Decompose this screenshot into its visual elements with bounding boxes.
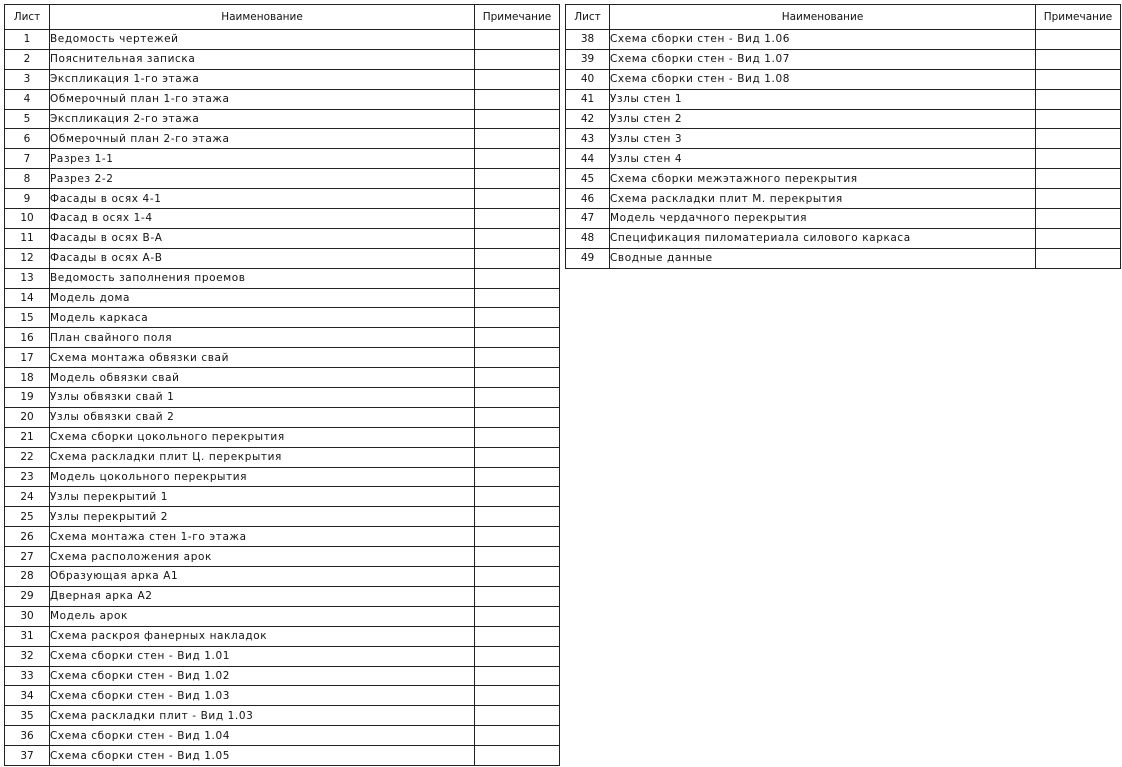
- sheet-number-cell: 17: [5, 348, 50, 368]
- sheet-note-cell: [475, 248, 560, 268]
- sheet-number-cell: 44: [566, 149, 610, 169]
- sheet-number-cell: 6: [5, 129, 50, 149]
- table-row: [5, 666, 560, 686]
- sheet-note-cell: [475, 109, 560, 129]
- sheet-number-cell: 5: [5, 109, 50, 129]
- sheet-note-cell: [475, 686, 560, 706]
- table-row: [5, 487, 560, 507]
- table-row: [5, 567, 560, 587]
- table-row: [566, 248, 1121, 268]
- sheet-name-cell: Модель обвязки свай: [50, 368, 475, 388]
- table-row: [5, 348, 560, 368]
- sheet-name-cell: Модель чердачного перекрытия: [610, 209, 1036, 229]
- sheet-note-cell: [1036, 209, 1121, 229]
- sheet-name-cell: Разрез 2-2: [50, 169, 475, 189]
- sheet-name-cell: Схема раскладки плит - Вид 1.03: [50, 706, 475, 726]
- sheet-note-cell: [1036, 248, 1121, 268]
- sheet-number-cell: 46: [566, 189, 610, 209]
- sheet-number-cell: 15: [5, 308, 50, 328]
- sheet-number-cell: 14: [5, 288, 50, 308]
- table-row: [5, 209, 560, 229]
- sheet-note-cell: [475, 169, 560, 189]
- sheet-note-cell: [475, 288, 560, 308]
- sheet-name-cell: Обмерочный план 2-го этажа: [50, 129, 475, 149]
- sheet-name-cell: Дверная арка А2: [50, 586, 475, 606]
- table-row: [5, 189, 560, 209]
- sheet-number-cell: 13: [5, 268, 50, 288]
- sheet-number-cell: 10: [5, 209, 50, 229]
- table-row: [5, 30, 560, 50]
- table-row: [566, 169, 1121, 189]
- sheet-name-cell: Схема сборки стен - Вид 1.08: [610, 69, 1036, 89]
- sheet-note-cell: [475, 209, 560, 229]
- sheet-note-cell: [475, 467, 560, 487]
- sheet-name-cell: Узлы обвязки свай 1: [50, 388, 475, 408]
- sheet-number-cell: 20: [5, 407, 50, 427]
- sheet-name-cell: Схема расположения арок: [50, 547, 475, 567]
- sheet-name-cell: Схема сборки стен - Вид 1.01: [50, 646, 475, 666]
- sheet-name-cell: Схема сборки стен - Вид 1.07: [610, 49, 1036, 69]
- table-header-row: [566, 5, 1121, 30]
- sheet-note-cell: [475, 646, 560, 666]
- sheet-note-cell: [475, 228, 560, 248]
- table-body-left: [5, 30, 560, 766]
- sheet-name-cell: Схема раскроя фанерных накладок: [50, 626, 475, 646]
- sheet-name-cell: Спецификация пиломатериала силового каркаса: [610, 228, 1036, 248]
- table-row: [5, 527, 560, 547]
- sheet-number-cell: 48: [566, 228, 610, 248]
- sheet-number-cell: 30: [5, 606, 50, 626]
- sheet-name-cell: Ведомость чертежей: [50, 30, 475, 50]
- sheet-name-cell: Схема сборки стен - Вид 1.04: [50, 726, 475, 746]
- table-row: [5, 507, 560, 527]
- sheet-name-cell: Фасады в осях 4-1: [50, 189, 475, 209]
- sheet-number-cell: 21: [5, 427, 50, 447]
- sheet-note-cell: [475, 527, 560, 547]
- sheet-number-cell: 19: [5, 388, 50, 408]
- table-row: [5, 726, 560, 746]
- sheet-note-cell: [1036, 109, 1121, 129]
- sheet-number-cell: 29: [5, 586, 50, 606]
- table-row: [566, 109, 1121, 129]
- sheet-number-cell: 47: [566, 209, 610, 229]
- sheet-number-cell: 32: [5, 646, 50, 666]
- sheet-note-cell: [475, 407, 560, 427]
- sheet-note-cell: [475, 129, 560, 149]
- sheet-number-cell: 45: [566, 169, 610, 189]
- sheet-name-cell: Схема сборки стен - Вид 1.06: [610, 30, 1036, 50]
- sheet-name-cell: Модель арок: [50, 606, 475, 626]
- sheet-number-cell: 40: [566, 69, 610, 89]
- table-row: [5, 706, 560, 726]
- sheet-number-cell: 2: [5, 49, 50, 69]
- table-row: [5, 169, 560, 189]
- sheet-name-cell: Узлы стен 4: [610, 149, 1036, 169]
- sheet-note-cell: [475, 69, 560, 89]
- table-row: [566, 69, 1121, 89]
- table-row: [566, 49, 1121, 69]
- sheet-name-cell: Узлы стен 2: [610, 109, 1036, 129]
- sheet-name-cell: Разрез 1-1: [50, 149, 475, 169]
- sheet-number-cell: 4: [5, 89, 50, 109]
- table-row: [5, 89, 560, 109]
- sheet-number-cell: 39: [566, 49, 610, 69]
- sheet-note-cell: [475, 547, 560, 567]
- sheet-note-cell: [475, 368, 560, 388]
- table-row: [5, 268, 560, 288]
- table-row: [566, 228, 1121, 248]
- table-row: [5, 586, 560, 606]
- table-row: [566, 129, 1121, 149]
- sheet-note-cell: [475, 348, 560, 368]
- sheet-name-cell: Узлы перекрытий 2: [50, 507, 475, 527]
- table-row: [5, 109, 560, 129]
- sheet-number-cell: 37: [5, 746, 50, 766]
- table-row: [5, 149, 560, 169]
- sheet-number-cell: 34: [5, 686, 50, 706]
- sheet-name-cell: Обмерочный план 1-го этажа: [50, 89, 475, 109]
- table-row: [566, 30, 1121, 50]
- table-row: [5, 308, 560, 328]
- sheet-note-cell: [475, 567, 560, 587]
- sheet-name-cell: План свайного поля: [50, 328, 475, 348]
- sheet-number-cell: 1: [5, 30, 50, 50]
- sheet-name-cell: Ведомость заполнения проемов: [50, 268, 475, 288]
- drawing-list-table-left: [4, 4, 560, 766]
- sheet-note-cell: [1036, 189, 1121, 209]
- sheet-name-cell: Экспликация 2-го этажа: [50, 109, 475, 129]
- sheet-note-cell: [1036, 228, 1121, 248]
- sheet-number-cell: 38: [566, 30, 610, 50]
- sheet-number-cell: 3: [5, 69, 50, 89]
- table-header-row: [5, 5, 560, 30]
- column-header-sheet: Лист: [566, 5, 610, 30]
- sheet-note-cell: [475, 706, 560, 726]
- table-row: [5, 388, 560, 408]
- sheet-number-cell: 41: [566, 89, 610, 109]
- sheet-note-cell: [475, 30, 560, 50]
- sheet-number-cell: 8: [5, 169, 50, 189]
- column-header-name: Наименование: [610, 5, 1036, 30]
- table-body-right: [566, 30, 1121, 269]
- sheet-number-cell: 12: [5, 248, 50, 268]
- table-row: [5, 368, 560, 388]
- sheet-note-cell: [475, 89, 560, 109]
- sheet-number-cell: 43: [566, 129, 610, 149]
- sheet-number-cell: 42: [566, 109, 610, 129]
- sheet-note-cell: [475, 49, 560, 69]
- sheet-name-cell: Схема раскладки плит М. перекрытия: [610, 189, 1036, 209]
- table-row: [5, 467, 560, 487]
- sheet-number-cell: 33: [5, 666, 50, 686]
- table-row: [5, 407, 560, 427]
- sheet-note-cell: [475, 149, 560, 169]
- sheet-name-cell: Схема монтажа стен 1-го этажа: [50, 527, 475, 547]
- sheet-name-cell: Узлы перекрытий 1: [50, 487, 475, 507]
- sheet-note-cell: [475, 606, 560, 626]
- sheet-number-cell: 9: [5, 189, 50, 209]
- sheet-note-cell: [1036, 169, 1121, 189]
- sheet-number-cell: 23: [5, 467, 50, 487]
- table-row: [5, 248, 560, 268]
- column-header-name: Наименование: [50, 5, 475, 30]
- sheet-number-cell: 28: [5, 567, 50, 587]
- table-row: [5, 626, 560, 646]
- table-row: [5, 69, 560, 89]
- sheet-name-cell: Экспликация 1-го этажа: [50, 69, 475, 89]
- table-row: [5, 228, 560, 248]
- table-row: [5, 328, 560, 348]
- sheet-name-cell: Схема монтажа обвязки свай: [50, 348, 475, 368]
- sheet-note-cell: [1036, 89, 1121, 109]
- sheet-note-cell: [1036, 69, 1121, 89]
- table-row: [5, 427, 560, 447]
- sheet-note-cell: [1036, 30, 1121, 50]
- sheet-number-cell: 22: [5, 447, 50, 467]
- table-row: [5, 547, 560, 567]
- sheet-name-cell: Схема сборки цокольного перекрытия: [50, 427, 475, 447]
- sheet-note-cell: [475, 507, 560, 527]
- sheet-note-cell: [475, 189, 560, 209]
- sheet-number-cell: 16: [5, 328, 50, 348]
- sheet-note-cell: [1036, 149, 1121, 169]
- sheet-name-cell: Узлы стен 3: [610, 129, 1036, 149]
- sheet-name-cell: Образующая арка А1: [50, 567, 475, 587]
- sheet-name-cell: Схема сборки стен - Вид 1.03: [50, 686, 475, 706]
- sheet-note-cell: [1036, 49, 1121, 69]
- table-row: [5, 288, 560, 308]
- sheet-name-cell: Пояснительная записка: [50, 49, 475, 69]
- sheet-note-cell: [475, 487, 560, 507]
- sheet-note-cell: [475, 586, 560, 606]
- sheet-note-cell: [1036, 129, 1121, 149]
- sheet-number-cell: 25: [5, 507, 50, 527]
- table-row: [5, 447, 560, 467]
- table-row: [5, 606, 560, 626]
- sheet-number-cell: 18: [5, 368, 50, 388]
- sheet-number-cell: 11: [5, 228, 50, 248]
- sheet-name-cell: Узлы стен 1: [610, 89, 1036, 109]
- sheet-name-cell: Схема раскладки плит Ц. перекрытия: [50, 447, 475, 467]
- sheet-number-cell: 31: [5, 626, 50, 646]
- sheet-name-cell: Схема сборки стен - Вид 1.05: [50, 746, 475, 766]
- sheet-note-cell: [475, 447, 560, 467]
- sheet-name-cell: Модель цокольного перекрытия: [50, 467, 475, 487]
- sheet-name-cell: Схема сборки стен - Вид 1.02: [50, 666, 475, 686]
- column-header-note: Примечание: [475, 5, 560, 30]
- sheet-note-cell: [475, 308, 560, 328]
- drawing-list-table-right: [565, 4, 1121, 269]
- table-row: [566, 209, 1121, 229]
- sheet-name-cell: Фасады в осях В-А: [50, 228, 475, 248]
- sheet-name-cell: Модель каркаса: [50, 308, 475, 328]
- sheet-number-cell: 49: [566, 248, 610, 268]
- sheet-number-cell: 35: [5, 706, 50, 726]
- sheet-name-cell: Узлы обвязки свай 2: [50, 407, 475, 427]
- sheet-name-cell: Сводные данные: [610, 248, 1036, 268]
- sheet-note-cell: [475, 746, 560, 766]
- sheet-number-cell: 7: [5, 149, 50, 169]
- sheet-note-cell: [475, 427, 560, 447]
- table-row: [5, 646, 560, 666]
- sheet-note-cell: [475, 328, 560, 348]
- sheet-note-cell: [475, 666, 560, 686]
- sheet-number-cell: 27: [5, 547, 50, 567]
- table-row: [566, 189, 1121, 209]
- sheet-note-cell: [475, 268, 560, 288]
- table-row: [5, 686, 560, 706]
- sheet-number-cell: 36: [5, 726, 50, 746]
- sheet-note-cell: [475, 626, 560, 646]
- column-header-note: Примечание: [1036, 5, 1121, 30]
- sheet-note-cell: [475, 726, 560, 746]
- table-row: [566, 89, 1121, 109]
- table-row: [5, 129, 560, 149]
- sheet-name-cell: Фасад в осях 1-4: [50, 209, 475, 229]
- sheet-name-cell: Схема сборки межэтажного перекрытия: [610, 169, 1036, 189]
- sheet-number-cell: 24: [5, 487, 50, 507]
- table-row: [5, 746, 560, 766]
- sheet-name-cell: Фасады в осях А-В: [50, 248, 475, 268]
- sheet-note-cell: [475, 388, 560, 408]
- sheet-number-cell: 26: [5, 527, 50, 547]
- table-row: [5, 49, 560, 69]
- table-row: [566, 149, 1121, 169]
- sheet-name-cell: Модель дома: [50, 288, 475, 308]
- column-header-sheet: Лист: [5, 5, 50, 30]
